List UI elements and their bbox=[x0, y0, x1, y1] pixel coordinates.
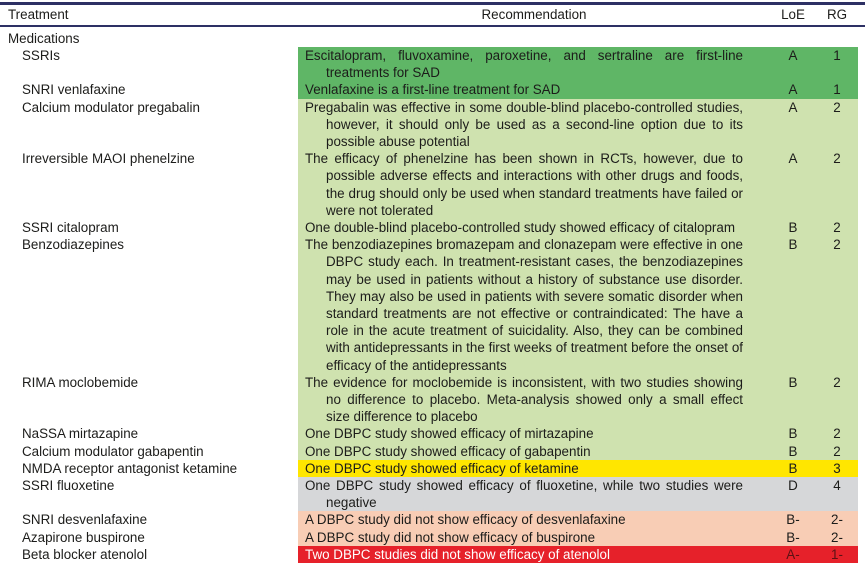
rg-cell: 2 bbox=[833, 151, 841, 167]
treatment-cell: SNRI venlafaxine bbox=[22, 82, 126, 98]
section-label-medications: Medications bbox=[8, 31, 80, 46]
rg-cell: 4 bbox=[833, 478, 841, 494]
recommendation-text: One double-blind placebo-controlled study showed efficacy of citalopram bbox=[305, 220, 735, 236]
loe-cell: B- bbox=[786, 512, 800, 528]
table-row bbox=[0, 236, 865, 374]
table-row bbox=[0, 99, 865, 151]
recommendation-text: The evidence for moclobemide is inconsistent, with two studies showing no difference to placebo. Meta-analysis showed only a small effect size difference to placebo bbox=[305, 374, 743, 425]
loe-cell: A bbox=[788, 82, 798, 98]
loe-cell: B bbox=[788, 374, 798, 390]
recommendation-text: One DBPC study showed efficacy of fluoxetine, while two studies were negative bbox=[305, 478, 743, 511]
table-row bbox=[0, 460, 865, 477]
rg-cell: 1 bbox=[833, 82, 841, 98]
treatment-cell: SSRI fluoxetine bbox=[22, 478, 115, 494]
loe-cell: B bbox=[788, 443, 798, 459]
table-row bbox=[0, 443, 865, 460]
col-header-recommendation: Recommendation bbox=[481, 6, 587, 22]
loe-cell: B bbox=[788, 220, 798, 236]
table-row bbox=[0, 47, 865, 81]
recommendation-cell bbox=[298, 511, 770, 528]
recommendation-text: Escitalopram, fluvoxamine, paroxetine, and sertraline are first-line treatments for SAD bbox=[305, 48, 743, 81]
recommendation-band bbox=[298, 47, 858, 81]
rg-cell: 1- bbox=[831, 546, 843, 562]
rg-cell: 1 bbox=[833, 48, 841, 63]
table-row bbox=[0, 529, 865, 546]
loe-cell: A bbox=[788, 151, 798, 167]
recommendation-text: Pregabalin was effective in some double-blind placebo-controlled studies, however, it should only be used as a second-line option due to its possible abuse potential bbox=[305, 99, 743, 150]
recommendation-cell bbox=[298, 81, 770, 98]
table-body bbox=[0, 47, 865, 563]
treatment-cell: Calcium modulator gabapentin bbox=[22, 443, 204, 459]
rg-cell: 2- bbox=[831, 512, 843, 528]
recommendation-cell bbox=[298, 374, 770, 426]
recommendation-text: One DBPC study showed efficacy of gabapentin bbox=[305, 443, 591, 459]
rg-cell: 2 bbox=[833, 99, 841, 115]
table-row bbox=[0, 511, 865, 528]
recommendation-band bbox=[298, 425, 858, 442]
recommendation-cell bbox=[298, 236, 770, 374]
rg-cell: 3 bbox=[833, 460, 841, 476]
rg-cell: 2 bbox=[833, 426, 841, 442]
table-row bbox=[0, 374, 865, 426]
recommendation-text: The benzodiazepines bromazepam and clonazepam were effective in one DBPC study each. In treatment-resistant cases, the benzodiazepines may be used in patients without a history of substance use disorder. They may also be used in patients with severe somatic disorder when standard treatments are not effective or contraindicated: The have a role in the acute treatment of suicidality. Also, they can be combined with antidepressants in the first weeks of treatment before the onset of efficacy of the antidepressants bbox=[305, 237, 743, 373]
treatment-cell: SNRI desvenlafaxine bbox=[22, 512, 148, 528]
recommendation-band bbox=[298, 511, 858, 528]
recommendation-band bbox=[298, 236, 858, 374]
rg-cell: 2 bbox=[833, 374, 841, 390]
loe-cell: B bbox=[788, 460, 798, 476]
recommendation-text: Venlafaxine is a first-line treatment for SAD bbox=[305, 82, 561, 98]
rg-cell: 2 bbox=[833, 443, 841, 459]
treatment-cell: Beta blocker atenolol bbox=[22, 546, 148, 562]
recommendation-text: A DBPC study did not show efficacy of buspirone bbox=[305, 529, 596, 545]
recommendation-cell bbox=[298, 529, 770, 546]
loe-cell: A bbox=[788, 48, 798, 63]
recommendation-band bbox=[298, 546, 858, 563]
recommendation-cell bbox=[298, 150, 770, 219]
recommendation-text: Two DBPC studies did not show efficacy of atenolol bbox=[305, 546, 610, 562]
rg-cell: 2- bbox=[831, 529, 843, 545]
table-row bbox=[0, 150, 865, 219]
table-row bbox=[0, 219, 865, 236]
loe-cell: A bbox=[788, 99, 798, 115]
loe-cell: A- bbox=[786, 546, 800, 562]
treatment-cell: Benzodiazepines bbox=[22, 237, 124, 253]
treatment-cell: SSRIs bbox=[22, 48, 60, 63]
recommendation-band bbox=[298, 443, 858, 460]
recommendation-cell bbox=[298, 460, 770, 477]
recommendation-band bbox=[298, 477, 858, 511]
table-row bbox=[0, 477, 865, 511]
col-header-treatment: Treatment bbox=[8, 6, 69, 22]
recommendation-cell bbox=[298, 47, 770, 81]
recommendation-band bbox=[298, 529, 858, 546]
treatment-cell: NMDA receptor antagonist ketamine bbox=[22, 460, 238, 476]
table-row bbox=[0, 546, 865, 563]
recommendation-band bbox=[298, 99, 858, 151]
recommendation-text: A DBPC study did not show efficacy of desvenlafaxine bbox=[305, 512, 626, 528]
treatment-cell: Calcium modulator pregabalin bbox=[22, 99, 200, 115]
loe-cell: B bbox=[788, 426, 798, 442]
col-header-rg: RG bbox=[826, 6, 848, 22]
recommendation-cell bbox=[298, 443, 770, 460]
recommendation-cell bbox=[298, 99, 770, 151]
treatment-cell: NaSSA mirtazapine bbox=[22, 426, 139, 442]
loe-cell: B bbox=[788, 237, 798, 253]
loe-cell: B- bbox=[786, 529, 800, 545]
recommendation-cell bbox=[298, 425, 770, 442]
rg-cell: 2 bbox=[833, 220, 841, 236]
recommendation-band bbox=[298, 219, 858, 236]
loe-cell: D bbox=[788, 478, 798, 494]
table-row bbox=[0, 81, 865, 98]
rg-cell: 2 bbox=[833, 237, 841, 253]
col-header-loe: LoE bbox=[781, 6, 805, 22]
recommendation-band bbox=[298, 374, 858, 426]
recommendation-band bbox=[298, 81, 858, 98]
recommendation-text: The efficacy of phenelzine has been shown in RCTs, however, due to possible adverse effects and interactions with other drugs and foods, the drug should only be used when standard treatments have failed or were not tolerated bbox=[305, 151, 743, 218]
recommendation-band bbox=[298, 460, 858, 477]
recommendation-band bbox=[298, 150, 858, 219]
treatment-cell: SSRI citalopram bbox=[22, 220, 119, 236]
table-header bbox=[0, 5, 865, 25]
recommendation-text: One DBPC study showed efficacy of mirtazapine bbox=[305, 426, 594, 442]
recommendation-cell bbox=[298, 477, 770, 511]
treatment-cell: Irreversible MAOI phenelzine bbox=[22, 151, 195, 167]
recommendation-text: One DBPC study showed efficacy of ketamine bbox=[305, 460, 579, 476]
table-row bbox=[0, 425, 865, 442]
recommendation-cell bbox=[298, 546, 770, 563]
treatment-cell: Azapirone buspirone bbox=[22, 529, 145, 545]
recommendation-cell bbox=[298, 219, 770, 236]
treatment-cell: RIMA moclobemide bbox=[22, 374, 139, 390]
